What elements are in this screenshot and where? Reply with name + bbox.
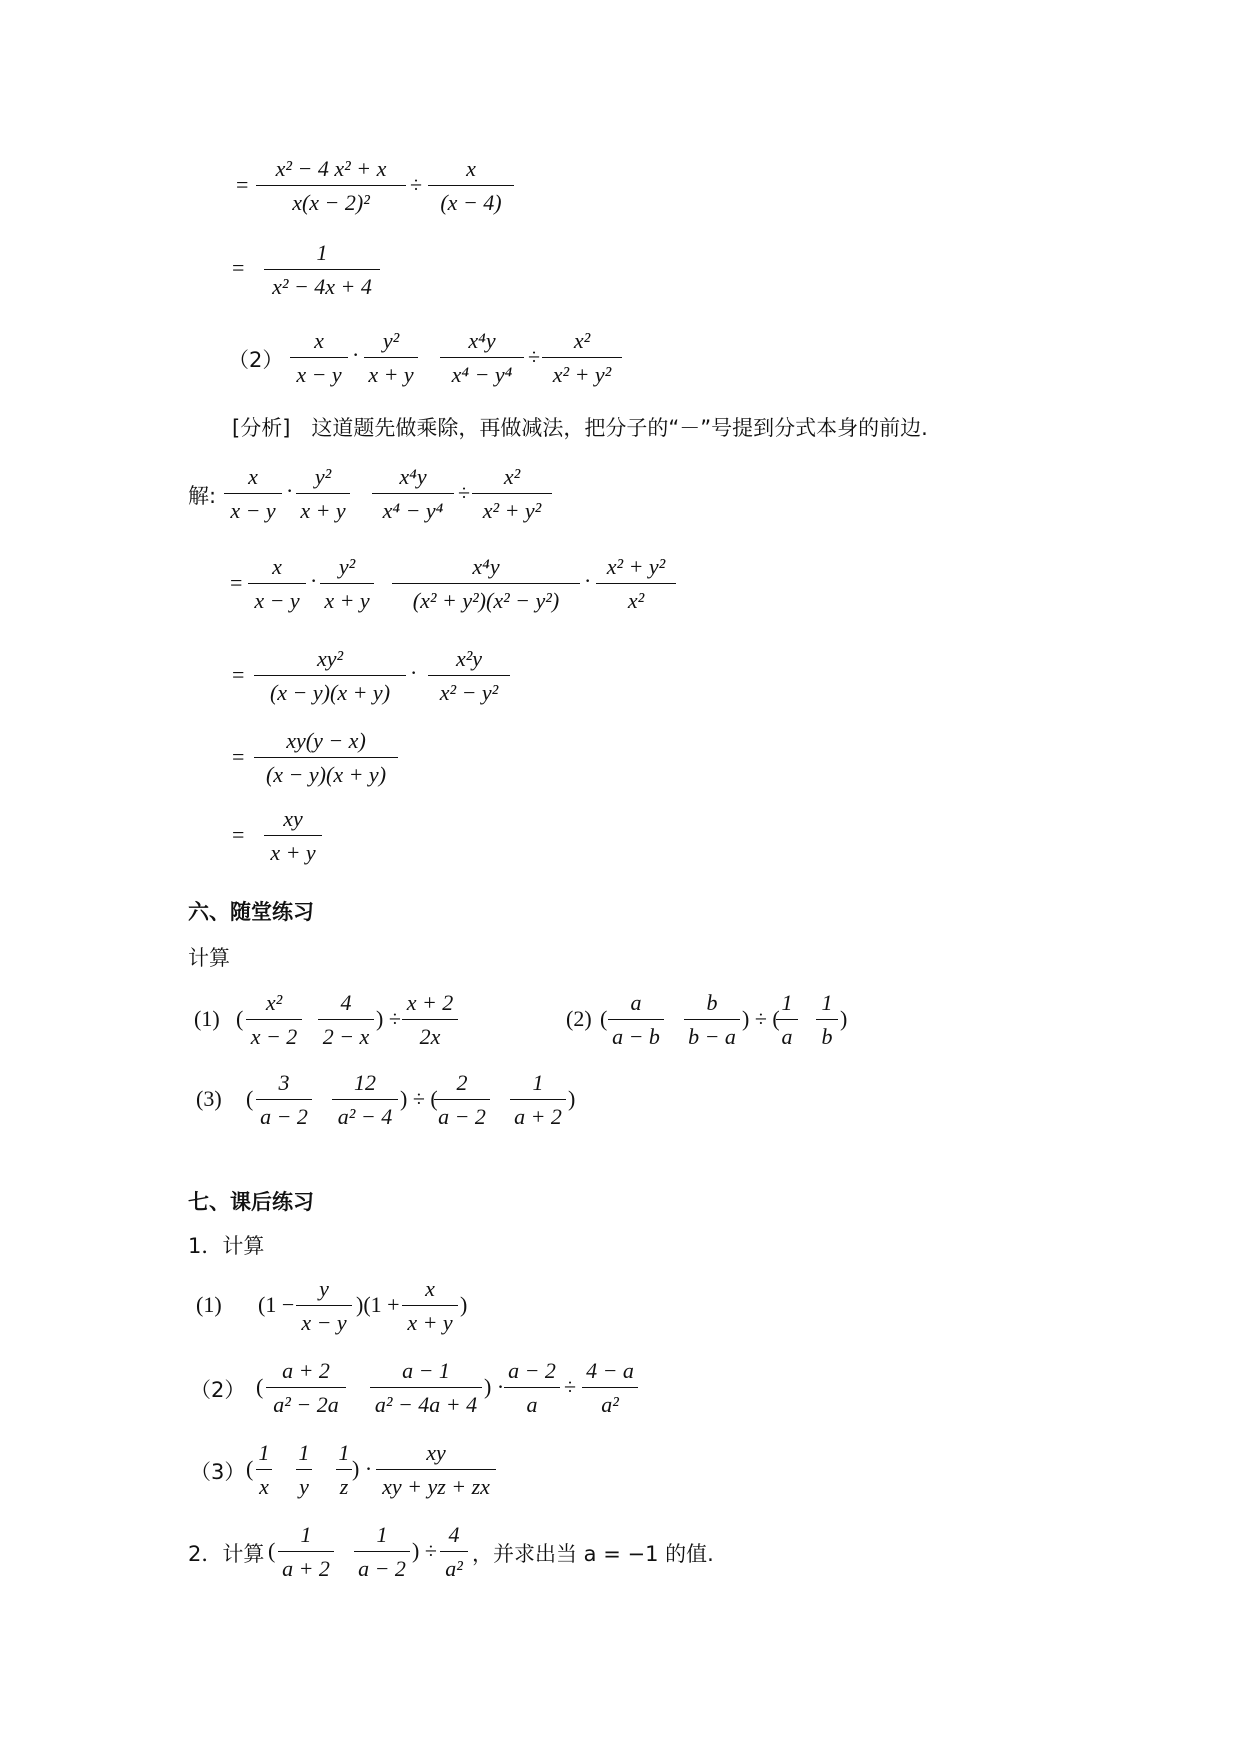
fraction: x⁴y x⁴ − y⁴	[440, 328, 524, 392]
fraction: b b − a	[684, 990, 740, 1054]
fraction: x + 2 2x	[402, 990, 458, 1054]
section-intro: 计算	[188, 946, 230, 970]
paren: )	[460, 1292, 468, 1317]
fraction: 3 a − 2	[256, 1070, 312, 1134]
fraction: y² x + y	[296, 464, 350, 528]
fraction: x x + y	[402, 1276, 458, 1340]
fraction: x x − y	[290, 328, 348, 392]
paren: (	[246, 1086, 254, 1111]
problem-label: (2)	[566, 1006, 592, 1031]
fraction: xy x + y	[264, 806, 322, 870]
problem-label: （2）	[228, 348, 284, 372]
paren: (	[236, 1006, 244, 1031]
question-label: 2．计算	[188, 1542, 265, 1566]
fraction: x x − y	[224, 464, 282, 528]
dot-op: ·	[310, 568, 318, 593]
problem-label: (3)	[196, 1086, 222, 1111]
question-label: 1．计算	[188, 1234, 265, 1258]
fraction: x² x − 2	[246, 990, 302, 1054]
fraction: 1 y	[296, 1440, 312, 1504]
fraction: 1 a + 2	[510, 1070, 566, 1134]
paren-one: )(1 +	[356, 1292, 400, 1317]
paren: (	[600, 1006, 608, 1031]
paren: (	[256, 1374, 264, 1399]
fraction: y² x + y	[320, 554, 374, 618]
eq-sign: =	[232, 744, 245, 769]
fraction: x (x − 4)	[428, 156, 514, 220]
problem-label: (1)	[194, 1006, 220, 1031]
div-op: ÷	[410, 172, 423, 197]
fraction: 12 a² − 4	[332, 1070, 398, 1134]
div-op: ÷	[564, 1374, 577, 1399]
fraction: 1 a	[776, 990, 798, 1054]
solution-prefix: 解:	[188, 484, 217, 508]
paren: )	[840, 1006, 848, 1031]
dot-op: ·	[352, 342, 360, 367]
paren-dot: ) ·	[484, 1374, 505, 1399]
paren-one: (1 −	[258, 1292, 295, 1317]
fraction: x²y x² − y²	[428, 646, 510, 710]
fraction: xy² (x − y)(x + y)	[254, 646, 406, 710]
fraction: 1 a − 2	[354, 1522, 410, 1586]
fraction: x² x² + y²	[542, 328, 622, 392]
eq-sign: =	[232, 822, 245, 847]
eq-sign: =	[232, 662, 245, 687]
paren-div: ) ÷ (	[742, 1006, 780, 1031]
fraction: y² x + y	[364, 328, 418, 392]
fraction: xy(y − x) (x − y)(x + y)	[254, 728, 398, 792]
paren-div: ) ÷ (	[400, 1086, 438, 1111]
paren-dot: ) ·	[352, 1456, 373, 1481]
fraction: x² x² + y²	[472, 464, 552, 528]
dot-op: ·	[286, 478, 294, 503]
fraction: x² − 4 x² + x x(x − 2)²	[256, 156, 406, 220]
eq-sign: =	[236, 172, 249, 197]
section-heading: 七、课后练习	[188, 1190, 314, 1214]
paren: (	[268, 1538, 276, 1563]
fraction: a − 2 a	[504, 1358, 560, 1422]
problem-label: (1)	[196, 1292, 222, 1317]
fraction: xy xy + yz + zx	[376, 1440, 496, 1504]
fraction: 1 x² − 4x + 4	[264, 240, 380, 304]
div-op: ÷	[458, 480, 471, 505]
fraction: x x − y	[248, 554, 306, 618]
problem-label: （2）	[190, 1378, 246, 1402]
paren: )	[568, 1086, 576, 1111]
fraction: a + 2 a² − 2a	[266, 1358, 346, 1422]
fraction: a − 1 a² − 4a + 4	[370, 1358, 482, 1422]
analysis-text: [分析] 这道题先做乘除，再做减法，把分子的“－”号提到分式本身的前边.	[232, 416, 928, 440]
fraction: 1 b	[816, 990, 838, 1054]
fraction: a a − b	[608, 990, 664, 1054]
question-tail: ，并求出当 a = −1 的值.	[472, 1542, 714, 1566]
fraction: 1 x	[256, 1440, 272, 1504]
fraction: x² + y² x²	[596, 554, 676, 618]
fraction: 2 a − 2	[434, 1070, 490, 1134]
fraction: 1 a + 2	[278, 1522, 334, 1586]
eq-sign: =	[230, 570, 243, 595]
fraction: x⁴y (x² + y²)(x² − y²)	[392, 554, 580, 618]
fraction: 4 a²	[440, 1522, 468, 1586]
fraction: x⁴y x⁴ − y⁴	[372, 464, 454, 528]
paren-div: ) ÷	[376, 1006, 401, 1031]
fraction: y x − y	[296, 1276, 352, 1340]
paren-div: ) ÷	[412, 1538, 437, 1563]
fraction: 4 2 − x	[318, 990, 374, 1054]
paren: (	[246, 1456, 254, 1481]
dot-op: ·	[584, 568, 592, 593]
problem-label: （3）	[190, 1460, 246, 1484]
section-heading: 六、随堂练习	[188, 900, 314, 924]
eq-sign: =	[232, 255, 245, 280]
fraction: 4 − a a²	[582, 1358, 638, 1422]
fraction: 1 z	[336, 1440, 352, 1504]
div-op: ÷	[528, 344, 541, 369]
dot-op: ·	[410, 660, 418, 685]
